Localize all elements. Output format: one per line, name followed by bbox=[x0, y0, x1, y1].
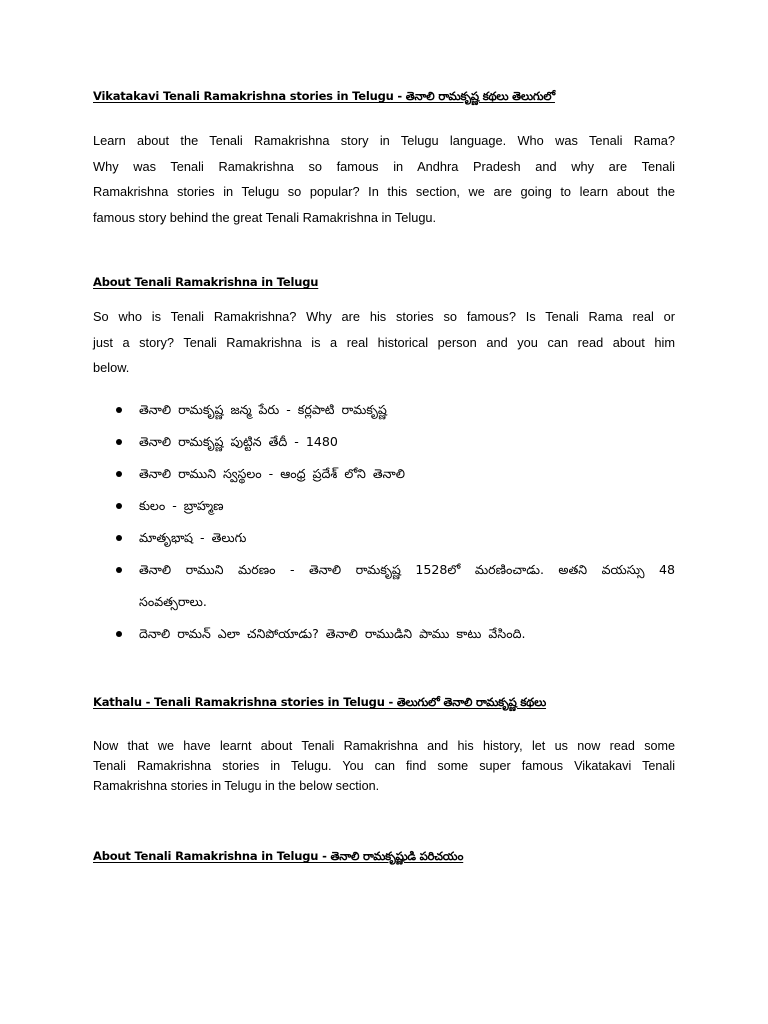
list-item-text: మాతృభాష - తెలుగు bbox=[139, 530, 247, 545]
list-item bbox=[93, 458, 675, 490]
list-item bbox=[93, 490, 675, 522]
bullet-icon bbox=[116, 503, 122, 509]
intro-paragraph bbox=[93, 128, 675, 230]
about-line: just a story? Tenali Ramakrishna is a real historical person and you can read about him bbox=[93, 334, 675, 350]
section-heading-kathalu: Kathalu - Tenali Ramakrishna stories in Telugu - తెలుగులో తెనాలి రామకృష్ణ కథలు bbox=[93, 695, 547, 709]
bullet-icon bbox=[116, 439, 122, 445]
stories-intro-paragraph bbox=[93, 736, 675, 796]
section-heading-about: About Tenali Ramakrishna in Telugu bbox=[93, 275, 319, 289]
about-paragraph bbox=[93, 304, 675, 381]
stories-intro-line: Now that we have learnt about Tenali Ramakrishna and his history, let us now read some bbox=[93, 739, 675, 753]
about-line: So who is Tenali Ramakrishna? Why are his stories so famous? Is Tenali Rama real or bbox=[93, 309, 675, 324]
intro-line: famous story behind the great Tenali Ramakrishna in Telugu. bbox=[93, 209, 437, 225]
intro-line: Why was Tenali Ramakrishna so famous in Andhra Pradesh and why are Tenali bbox=[93, 158, 675, 174]
list-item bbox=[93, 394, 675, 426]
list-item bbox=[93, 618, 675, 650]
section-heading-introduction: About Tenali Ramakrishna in Telugu - తెనాలి రామకృష్ణుడి పరిచయం bbox=[93, 849, 464, 863]
list-item-line: సంవత్సరాలు. bbox=[139, 594, 207, 609]
list-item bbox=[93, 554, 675, 618]
list-item-line: తెనాలి రాముని మరణం - తెనాలి రామకృష్ణ 1528లో మరణించాడు. అతని వయస్సు 48 bbox=[139, 562, 675, 577]
stories-intro-line: Tenali Ramakrishna stories in Telugu. You can find some super famous Vikatakavi Tenali bbox=[93, 759, 675, 773]
list-item bbox=[93, 426, 675, 458]
list-item-text: కులం - బ్రాహ్మణ bbox=[139, 498, 224, 513]
list-item-text: తెనాలి రామకృష్ణ పుట్టిన తేదీ - 1480 bbox=[139, 434, 338, 449]
bullet-icon bbox=[116, 407, 122, 413]
bullet-icon bbox=[116, 535, 122, 541]
bullet-icon bbox=[116, 631, 122, 637]
list-item-text: దెనాలి రామన్ ఎలా చనిపోయాడు? తెనాలి రాముడిని పాము కాటు వేసింది. bbox=[139, 626, 526, 641]
list-item-text bbox=[139, 554, 675, 618]
list-item-text: తెనాలి రామకృష్ణ జన్మ పేరు - కర్లపాటి రామకృష్ణ bbox=[139, 402, 387, 417]
about-line: below. bbox=[93, 360, 130, 375]
bullet-icon bbox=[116, 567, 122, 573]
facts-list bbox=[93, 394, 675, 650]
bullet-icon bbox=[116, 471, 122, 477]
intro-line: Learn about the Tenali Ramakrishna story in Telugu language. Who was Tenali Rama? bbox=[93, 133, 675, 148]
stories-intro-line: Ramakrishna stories in Telugu in the below section. bbox=[93, 779, 380, 793]
list-item-text: తెనాలి రాముని స్వస్థలం - ఆంధ్ర ప్రదేశ్ లోని తెనాలి bbox=[139, 466, 405, 481]
page-title: Vikatakavi Tenali Ramakrishna stories in Telugu - తెనాలి రామకృష్ణ కథలు తెలుగులో bbox=[93, 89, 555, 103]
list-item bbox=[93, 522, 675, 554]
intro-line: Ramakrishna stories in Telugu so popular? In this section, we are going to learn about the bbox=[93, 184, 675, 199]
